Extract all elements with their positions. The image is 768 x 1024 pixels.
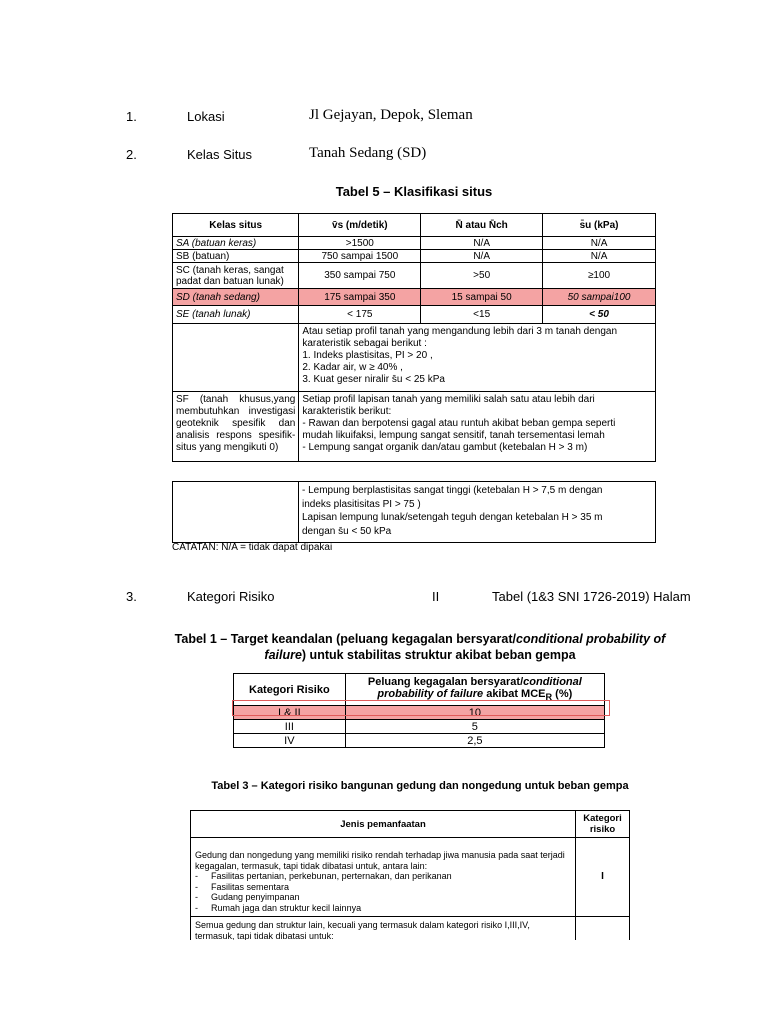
table5-cell: ≥100 <box>543 263 656 289</box>
table1-cell: III <box>234 720 346 734</box>
item-value-lokasi: Jl Gejayan, Depok, Sleman <box>309 107 473 123</box>
table1-header-sub: R <box>545 692 553 703</box>
page-bottom-mask <box>0 940 768 1024</box>
table1-cell: 2,5 <box>345 734 604 748</box>
table5-cell: N/A <box>421 237 543 250</box>
table5-cell: 350 sampai 750 <box>299 263 421 289</box>
table3-bullet-text: Gudang penyimpanan <box>211 892 300 902</box>
table5-sf-label <box>173 392 299 462</box>
table5-cell: < 175 <box>299 306 421 324</box>
item-label-kelas-situs: Kelas Situs <box>187 147 253 162</box>
table5-cell: >1500 <box>299 237 421 250</box>
table3-bullet-text: Rumah jaga dan struktur kecil lainnya <box>211 902 362 913</box>
table1-header-part: akibat MCE <box>483 688 546 700</box>
table3-header-kategori: Kategori risiko <box>576 811 630 838</box>
table5-cell: 50 sampai100 <box>543 289 656 306</box>
table5-cell: <15 <box>421 306 543 324</box>
table5-sf-line: Setiap profil lapisan tanah yang memiliki salah satu atau lebih dari <box>302 394 595 405</box>
table5-cell: SC (tanah keras, sangat padat dan batuan lunak) <box>173 263 299 289</box>
table5-cell: < 50 <box>543 306 656 324</box>
table1-header-kategori: Kategori Risiko <box>234 674 346 706</box>
table5-sf-label-text: SF (tanah khusus,yang membutuhkan investigasi geoteknik spesifik dan analisis respons spesifik-situs yang mengikuti 0) <box>176 394 296 453</box>
table5-se-line: 3. Kuat geser niralir s̄u < 25 kPa <box>302 374 445 385</box>
item-label-lokasi: Lokasi <box>187 109 225 124</box>
table5-cell: N/A <box>543 250 656 263</box>
table5-cell: N/A <box>421 250 543 263</box>
table5-cell: >50 <box>421 263 543 289</box>
table5-se-line: 1. Indeks plastisitas, PI > 20 , <box>302 350 433 361</box>
table1-header-italic: conditional probability of failure <box>377 676 582 700</box>
table5-cont-line: Lapisan lempung lunak/setengah teguh dengan ketebalan H > 35 m <box>302 512 603 523</box>
table5-continuation-text <box>302 484 652 538</box>
table5-continuation-divider <box>298 481 299 543</box>
item-value-kelas-situs: Tanah Sedang (SD) <box>309 145 427 161</box>
table5-se-line: Atau setiap profil tanah yang mengandung lebih dari 3 m tanah dengan <box>302 326 618 337</box>
table1-header-part: (%) <box>552 688 573 700</box>
table3-title: Tabel 3 – Kategori risiko bangunan gedung dan nongedung untuk beban gempa <box>211 780 629 792</box>
table5-cell: SE (tanah lunak) <box>173 306 299 324</box>
table1-title-italic: failure <box>264 648 302 662</box>
table1-title-part: ) untuk stabilitas struktur akibat beban gempa <box>301 648 576 662</box>
table5-sf-line: - Rawan dan berpotensi gagal atau runtuh akibat beban gempa seperti <box>302 418 616 429</box>
table3-bullet: - Fasilitas pertanian, perkebunan, perternakan, dan perikanan <box>195 871 452 881</box>
table3-bullet: - Rumah jaga dan struktur kecil lainnya <box>195 902 362 913</box>
table3-bullet-text: Fasilitas sementara <box>211 881 290 892</box>
table5-cell-empty <box>173 324 299 392</box>
table3-bullet-text: Fasilitas pertanian, perkebunan, perternakan, dan perikanan <box>211 871 452 881</box>
table3-row2-intro: Semua gedung dan struktur lain, kecuali yang termasuk dalam kategori risiko I,III,IV, termasuk, tapi tidak dibatasi untuk: <box>195 920 530 941</box>
table1-title-italic: conditional probability of <box>516 632 666 646</box>
table1-cell: IV <box>234 734 346 748</box>
table5-site-classification <box>172 213 656 462</box>
table5-cell: 750 sampai 1500 <box>299 250 421 263</box>
table5-header-kelas: Kelas situs <box>173 214 299 237</box>
table5-sf-description <box>299 392 656 462</box>
table3-header-jenis: Jenis pemanfaatan <box>191 811 576 838</box>
item-reference-sni: Tabel (1&3 SNI 1726-2019) Halam <box>492 589 691 604</box>
table3-bullet: - Gudang penyimpanan <box>195 892 300 902</box>
item-label-kategori-risiko: Kategori Risiko <box>187 589 275 604</box>
item-value-kategori-risiko: II <box>432 589 440 604</box>
table1-cell: 10 <box>345 706 604 720</box>
table1-header-part: Peluang kegagalan bersyarat/ <box>367 676 524 688</box>
table1-title <box>150 631 690 663</box>
table3-row1-intro: Gedung dan nongedung yang memiliki risiko rendah terhadap jiwa manusia pada saat terjadi kegagalan, termasuk, tapi tidak dibatasi untuk, antara lain: <box>195 850 565 871</box>
table5-row-highlighted-sd <box>173 289 656 306</box>
table5-note: CATATAN: N/A = tidak dapat dipakai <box>172 542 333 553</box>
table5-se-line: 2. Kadar air, w ≥ 40% , <box>302 362 403 373</box>
table5-cell: SB (batuan) <box>173 250 299 263</box>
table5-cell: 15 sampai 50 <box>421 289 543 306</box>
table1-cell: 5 <box>345 720 604 734</box>
table5-cont-line: - Lempung berplastisitas sangat tinggi (ketebalan H > 7,5 m dengan <box>302 485 603 496</box>
item-number-1: 1. <box>126 109 137 124</box>
item-number-2: 2. <box>126 147 137 162</box>
table5-sf-line: - Lempung sangat organik dan/atau gambut (ketebalan H > 3 m) <box>302 442 588 453</box>
table5-cell: SD (tanah sedang) <box>173 289 299 306</box>
table1-title-part: Tabel 1 – Target keandalan (peluang kegagalan bersyarat/ <box>174 632 516 646</box>
table5-cell: N/A <box>543 237 656 250</box>
table5-header-n: N̄ atau N̄ch <box>421 214 543 237</box>
table5-title: Tabel 5 – Klasifikasi situs <box>335 184 493 199</box>
table3-row1-category: I <box>576 838 630 917</box>
table5-se-description <box>299 324 656 392</box>
table5-header-vs: v̄s (m/detik) <box>299 214 421 237</box>
table5-se-line: karateristik sebagai berikut : <box>302 338 427 349</box>
table5-sf-line: mudah likuifaksi, lempung sangat sensitif, tanah tersementasi lemah <box>302 430 605 441</box>
table1-highlight-outline <box>232 700 610 716</box>
item-number-3: 3. <box>126 589 137 604</box>
table5-cell: 175 sampai 350 <box>299 289 421 306</box>
table3-bullet: - Fasilitas sementara <box>195 881 290 892</box>
table5-header-su: s̄u (kPa) <box>543 214 656 237</box>
table5-cont-line: dengan s̄u < 50 kPa <box>302 525 392 537</box>
table5-cell: SA (batuan keras) <box>173 237 299 250</box>
table3-risk-category <box>190 810 630 946</box>
table3-row1-description <box>191 838 576 917</box>
table1-cell: I & II <box>234 706 346 720</box>
table5-sf-line: karakteristik berikut: <box>302 406 392 417</box>
table5-cont-line: indeks plasitisitas PI > 75 ) <box>302 498 421 510</box>
